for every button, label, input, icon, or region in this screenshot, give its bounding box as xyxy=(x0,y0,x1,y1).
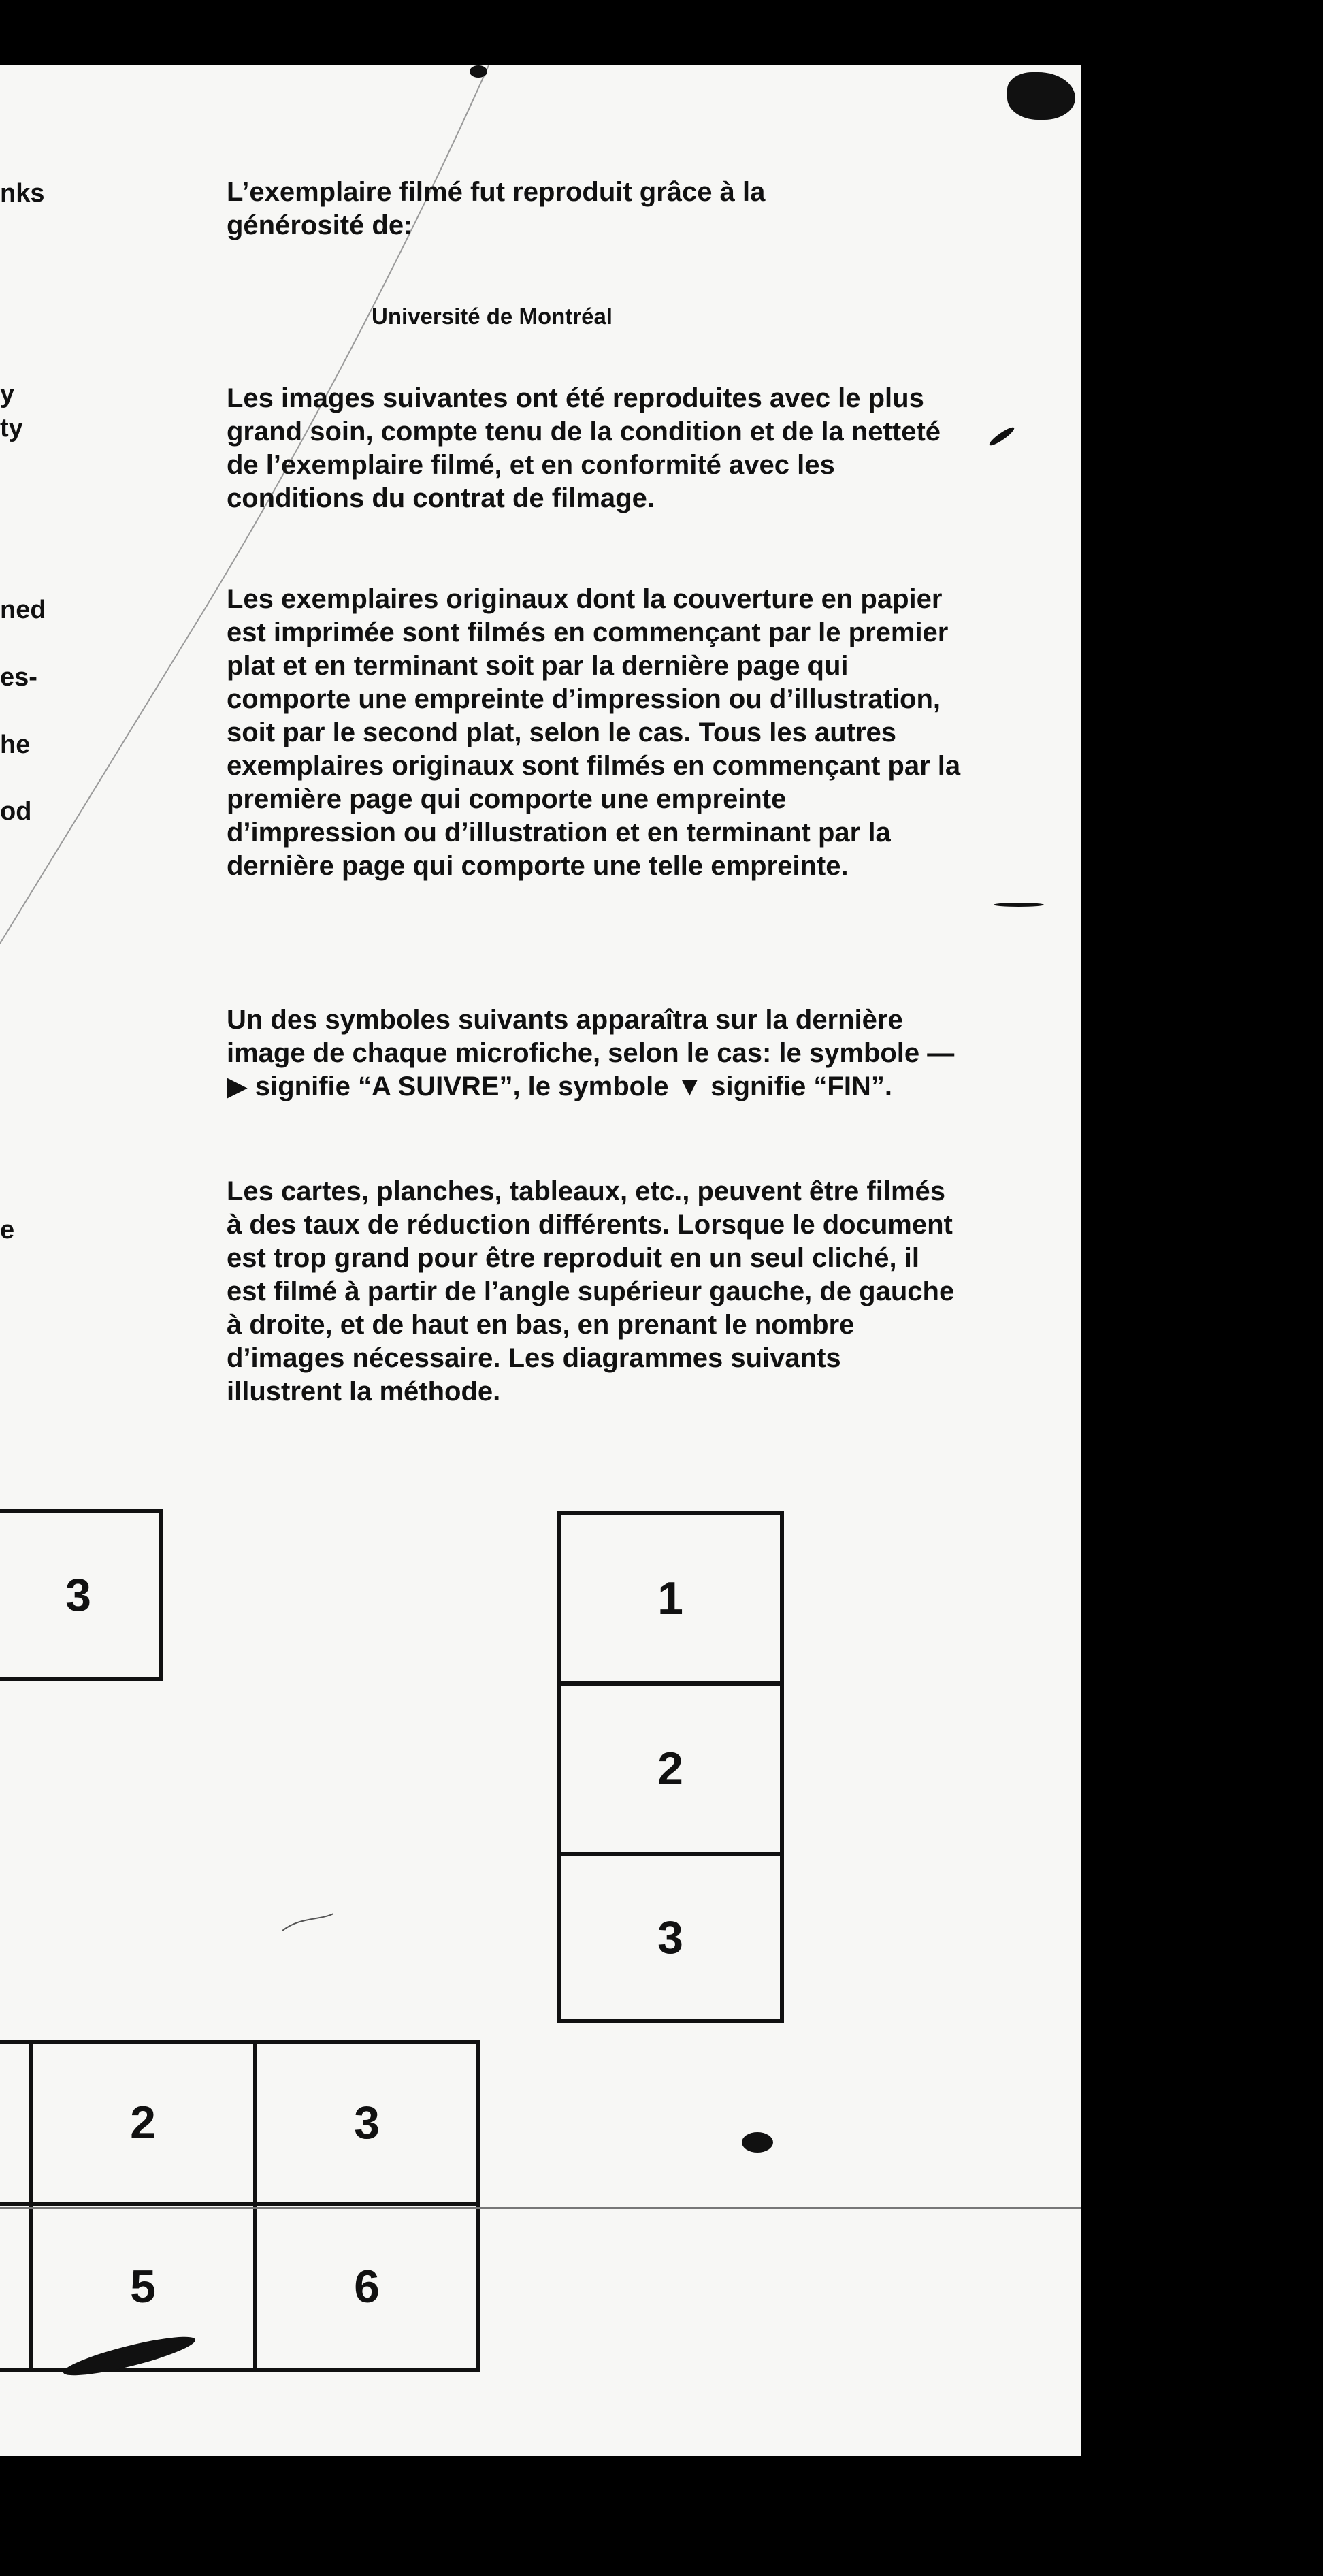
diagram-vertical-box-2 xyxy=(557,1681,784,1856)
diagram-vertical-box-1 xyxy=(557,1511,784,1686)
margin-fragment: ned xyxy=(0,596,46,624)
film-border xyxy=(0,2456,1323,2576)
diagram-vertical-box-3 xyxy=(557,1852,784,2023)
speck xyxy=(1007,72,1075,120)
margin-fragment: nks xyxy=(0,179,45,208)
diagram-box-top-left xyxy=(0,1509,163,1681)
diagram-grid-cell-3 xyxy=(253,2040,480,2206)
intro-line-2: générosité de: xyxy=(227,210,413,240)
paragraph-text: Les cartes, planches, tableaux, etc., peuvent être filmés à des taux de réduction différents. Lorsque le document est trop grand pour être reproduit en un seul cliché, il est filmé à partir de l’angle supérieur gauche, de gauche à droite, et de haut en bas, en prenant le nombre d’images nécessaire. Les diagrammes suivants illustrent la méthode. xyxy=(227,1176,955,1406)
diagram-number: 5 xyxy=(130,2261,156,2313)
paragraph-conditions xyxy=(227,382,962,515)
paragraph-text: Les images suivantes ont été reproduites avec le plus grand soin, compte tenu de la condition et de la netteté de l’exemplaire filmé, et en conformité avec les conditions du contrat de filmage. xyxy=(227,383,941,513)
paragraph-originals xyxy=(227,583,962,883)
diagram-number: 6 xyxy=(354,2261,380,2313)
scan-line xyxy=(0,2207,1081,2209)
diagram-grid-cell xyxy=(0,2040,33,2206)
diagram-number: 3 xyxy=(657,1912,683,1963)
margin-fragment: y xyxy=(0,380,15,408)
paragraph-method xyxy=(227,1175,962,1408)
margin-fragment: he xyxy=(0,730,31,759)
diagram-number: 3 xyxy=(65,1569,91,1621)
speck xyxy=(994,903,1044,907)
intro-text xyxy=(227,176,962,242)
diagram-number: 2 xyxy=(130,2097,156,2148)
speck xyxy=(742,2132,773,2153)
diagram-number: 3 xyxy=(354,2097,380,2148)
microfiche-page xyxy=(0,65,1081,2456)
diagram-grid-cell xyxy=(0,2202,33,2372)
paragraph-text: Les exemplaires originaux dont la couverture en papier est imprimée sont filmés en commençant par le premier plat et en terminant soit par la dernière page qui comporte une empreinte d’impression ou d’illustration, soit par le second plat, selon le cas. Tous les autres exemplaires originaux sont filmés en commençant par la première page qui comporte une empreinte d’impression ou d’illustration et en terminant par la dernière page qui comporte une telle empreinte. xyxy=(227,584,961,881)
institution-name: Université de Montréal xyxy=(372,304,612,329)
margin-fragment: es- xyxy=(0,663,37,692)
margin-fragment: od xyxy=(0,797,32,826)
speck xyxy=(987,425,1016,447)
margin-fragment: ty xyxy=(0,414,23,442)
diagram-grid-cell-2 xyxy=(29,2040,257,2206)
intro-line-1: L’exemplaire filmé fut reproduit grâce à la xyxy=(227,177,766,207)
diagram-number: 2 xyxy=(657,1743,683,1794)
diagram-number: 1 xyxy=(657,1573,683,1624)
speck xyxy=(470,65,487,78)
paragraph-text: Un des symboles suivants apparaîtra sur la dernière image de chaque microfiche, selon le cas: le symbole —▶ signifie “A SUIVRE”, le symbole ▼ signifie “FIN”. xyxy=(227,1005,955,1101)
paragraph-symbols xyxy=(227,1003,962,1104)
margin-fragment: e xyxy=(0,1216,15,1244)
diagram-grid-cell-6 xyxy=(253,2202,480,2372)
